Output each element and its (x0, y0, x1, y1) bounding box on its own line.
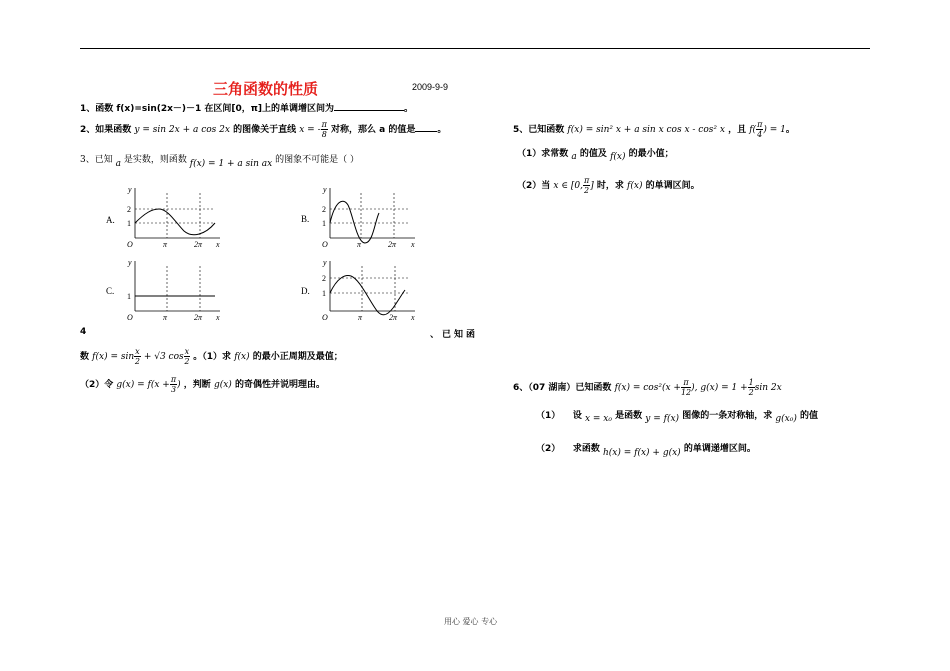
svg-text:2π: 2π (388, 240, 397, 249)
fraction-pi-12: $\frac{\pi}{12}$ (680, 378, 692, 397)
svg-text:1: 1 (127, 219, 131, 228)
question-5-part-1: （1）求常数 a 的值及 f(x) 的最小值； (517, 149, 674, 162)
option-c-label: C. (106, 286, 115, 296)
fraction-x-2-b: $\frac{x}{2}$ (184, 347, 190, 366)
fraction-1-2: $\frac{1}{2}$ (748, 378, 754, 397)
option-a-label: A. (106, 215, 115, 225)
option-d-label: D. (301, 286, 310, 296)
graph-option-d (315, 256, 420, 324)
svg-text:π: π (357, 240, 362, 249)
svg-text:x: x (216, 313, 220, 322)
question-6: 6、（07 湖南）已知函数 f(x) = cos²(x + $\frac{\pi}{12}$ ), g(x) = 1 + $\frac{1}{2}$ sin 2x (513, 378, 782, 397)
question-5-part-2: （2）当 x ∈ [0, $\frac{\pi}{2}$ ] 时，求 f(x) 的单调区间。 (517, 176, 700, 195)
question-1: 1、函数 f(x)=sin(2x－)－1 在区间[0，π]上的单调增区间为 。 (80, 104, 414, 114)
svg-text:x: x (216, 240, 220, 249)
question-4-tail: 、已知函 (430, 330, 479, 340)
svg-text:2: 2 (322, 274, 326, 283)
svg-text:O: O (322, 240, 328, 249)
fraction-pi-4: $\frac{\pi}{4}$ (757, 120, 763, 139)
graph-option-a (120, 183, 225, 251)
svg-text:π: π (358, 313, 363, 322)
option-b-label: B. (301, 214, 310, 224)
svg-text:2π: 2π (194, 240, 203, 249)
svg-text:π: π (163, 313, 168, 322)
page-date: 2009-9-9 (412, 82, 449, 92)
svg-text:O: O (322, 313, 328, 322)
svg-text:y: y (128, 258, 132, 267)
fraction-x-2: $\frac{x}{2}$ (134, 347, 140, 366)
svg-text:O: O (127, 240, 133, 249)
answer-blank-1 (334, 110, 404, 111)
question-6-part-2: （2） 求函数 h(x) = f(x) + g(x) 的单调递增区间。 (536, 444, 756, 458)
svg-text:x: x (411, 313, 415, 322)
svg-text:y: y (128, 185, 132, 194)
question-4-part-2: （2）令 g(x) = f(x + $\frac{\pi}{3}$ ) ，判断 g(x) 的奇偶性并说明理由。 (80, 375, 325, 394)
question-4-number: 4 (80, 327, 87, 337)
svg-text:y: y (323, 258, 327, 267)
svg-text:2π: 2π (389, 313, 398, 322)
page-footer: 用心 爱心 专心 (444, 617, 498, 626)
graph-option-c (120, 256, 225, 324)
question-2: 2、如果函数 y = sin 2x + a cos 2x 的图像关于直线 x = - $\frac{\pi}{8}$ 对称，那么 a 的值是 。 (80, 120, 447, 139)
question-4: 数 f(x) = sin $\frac{x}{2}$ + √3 cos $\frac{x}{2}$ 。（1）求 f(x) 的最小正周期及最值； (80, 347, 343, 366)
header-rule (80, 48, 870, 49)
svg-text:y: y (323, 185, 327, 194)
svg-text:1: 1 (322, 219, 326, 228)
graph-option-b (315, 183, 420, 251)
svg-text:2π: 2π (194, 313, 203, 322)
answer-blank-2 (415, 131, 437, 132)
fraction-pi-3: $\frac{\pi}{3}$ (170, 375, 177, 394)
svg-text:O: O (127, 313, 133, 322)
question-6-part-1: （1） 设 x = x₀ 是函数 y = f(x) 图像的一条对称轴，求 g(x₀) 的值 (536, 411, 818, 424)
svg-text:2: 2 (322, 205, 326, 214)
svg-text:π: π (163, 240, 168, 249)
svg-text:2: 2 (127, 205, 131, 214)
question-3: 3、已知 a 是实数，则函数 f(x) = 1 + a sin ax 的图象不可能是（ ） (80, 155, 360, 169)
svg-text:x: x (411, 240, 415, 249)
svg-text:1: 1 (322, 289, 326, 298)
page-title: 三角函数的性质 (213, 80, 319, 98)
fraction-pi-8: $\frac{\pi}{8}$ (321, 120, 327, 139)
question-5: 5、已知函数 f(x) = sin² x + a sin x cos x - cos² x ，且 f( $\frac{\pi}{4}$ ) = 1。 (513, 120, 795, 139)
fraction-pi-2: $\frac{\pi}{2}$ (583, 176, 590, 195)
svg-text:1: 1 (127, 292, 131, 301)
